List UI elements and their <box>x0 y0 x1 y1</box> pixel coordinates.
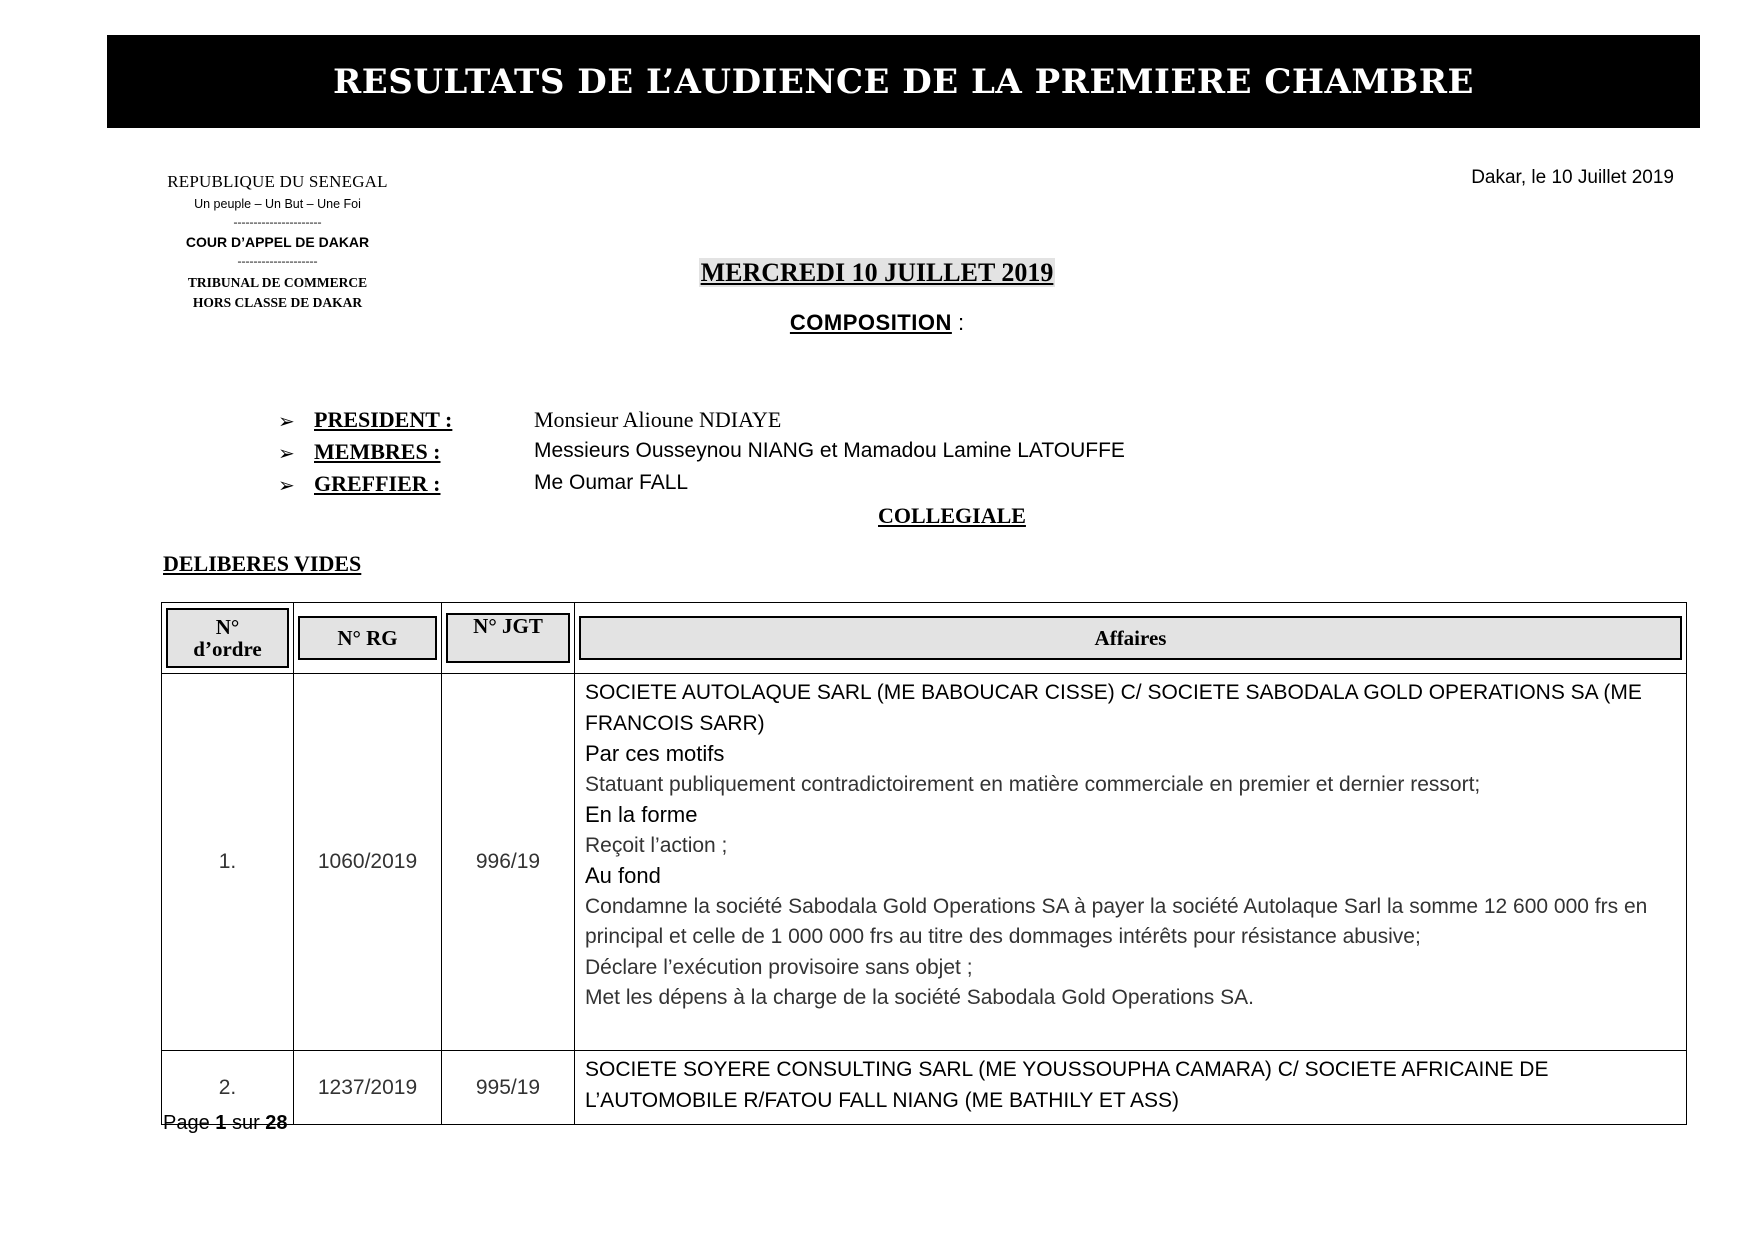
header-cell-jgt <box>442 603 575 674</box>
header-cell-affaires <box>575 603 1687 674</box>
header-ordre-line-2: d’ordre <box>193 637 262 661</box>
header-cell-ordre <box>162 603 294 674</box>
header-label-ordre <box>166 608 289 668</box>
deliberations-table <box>161 602 1687 1125</box>
member-label: GREFFIER : <box>314 471 441 496</box>
header-label-affaires: Affaires <box>579 616 1682 660</box>
case-parties: SOCIETE SOYERE CONSULTING SARL (ME YOUSSOUPHA CAMARA) C/ SOCIETE AFRICAINE DE L’AUTOMOBILE R/FATOU FALL NIANG (ME BATHILY ET ASS) <box>585 1058 1549 1112</box>
document-date: Dakar, le 10 Juillet 2019 <box>1471 167 1674 188</box>
motifs-text: Statuant publiquement contradictoirement en matière commerciale en premier et dernier ressort; <box>585 772 1481 796</box>
member-label: MEMBRES : <box>314 439 441 464</box>
composition-heading <box>0 310 1754 336</box>
banner-title: RESULTATS DE L’AUDIENCE DE LA PREMIERE CHAMBRE <box>333 61 1474 102</box>
court-name: COUR D’APPEL DE DAKAR <box>185 234 370 250</box>
authority-block <box>140 172 415 313</box>
collegiale-heading: COLLEGIALE <box>878 503 1026 528</box>
affaire-cell <box>575 674 1687 1051</box>
country-name: REPUBLIQUE DU SENEGAL <box>167 172 388 191</box>
member-label: PRESIDENT : <box>314 407 453 432</box>
tribunal-line-2: HORS CLASSE DE DAKAR <box>192 295 363 310</box>
fond-heading: Au fond <box>585 863 661 888</box>
page-prefix: Page <box>163 1112 216 1134</box>
header-banner <box>107 35 1700 128</box>
table-row <box>162 1051 1687 1125</box>
fond-text: Déclare l’exécution provisoire sans objet ; <box>585 955 973 979</box>
affaire-cell <box>575 1051 1687 1125</box>
member-row-membres <box>278 439 1278 471</box>
page-total: 28 <box>265 1112 288 1134</box>
forme-text: Reçoit l’action ; <box>585 833 728 857</box>
table-header-row <box>162 603 1687 674</box>
page-separator: sur <box>226 1112 266 1134</box>
case-parties: SOCIETE AUTOLAQUE SARL (ME BABOUCAR CISSE) C/ SOCIETE SABODALA GOLD OPERATIONS SA (ME FRANCOIS SARR) <box>585 681 1642 735</box>
header-label-jgt: N° JGT <box>446 613 570 663</box>
arrow-bullet-icon: ➢ <box>278 411 295 433</box>
separator-line: -------------------- <box>237 254 318 268</box>
member-value: Monsieur Alioune NDIAYE <box>534 407 782 432</box>
member-row-greffier <box>278 471 1278 503</box>
rg-cell: 1060/2019 <box>294 674 442 1051</box>
header-ordre-line-1: N° <box>215 615 240 639</box>
rg-cell: 1237/2019 <box>294 1051 442 1125</box>
separator-line: ---------------------- <box>233 215 322 229</box>
ordre-cell: 2. <box>162 1051 294 1125</box>
fond-text: Met les dépens à la charge de la société Sabodala Gold Operations SA. <box>585 986 1254 1009</box>
hearing-date: MERCREDI 10 JUILLET 2019 <box>700 258 1054 287</box>
motifs-heading: Par ces motifs <box>585 741 725 766</box>
page-footer <box>163 1112 288 1135</box>
member-value: Me Oumar FALL <box>534 471 689 494</box>
header-cell-rg <box>294 603 442 674</box>
header-label-rg: N° RG <box>298 616 437 660</box>
arrow-bullet-icon: ➢ <box>278 443 295 465</box>
ordre-cell: 1. <box>162 674 294 1051</box>
forme-heading: En la forme <box>585 802 698 827</box>
composition-label: COMPOSITION <box>789 310 952 335</box>
composition-list <box>278 407 1278 503</box>
member-row-president <box>278 407 1278 439</box>
hearing-date-block <box>0 258 1754 288</box>
tribunal-line-1: TRIBUNAL DE COMMERCE <box>187 275 368 290</box>
jgt-cell: 995/19 <box>442 1051 575 1125</box>
page-current: 1 <box>215 1112 227 1134</box>
fond-text: Condamne la société Sabodala Gold Operations SA à payer la société Autolaque Sarl la somme 12 600 000 frs en principal et celle de 1 000 000 frs au titre des dommages intérêts pour résistance abusive; <box>585 894 1648 948</box>
country-motto: Un peuple – Un But – Une Foi <box>194 197 361 211</box>
arrow-bullet-icon: ➢ <box>278 475 295 497</box>
table-row <box>162 674 1687 1051</box>
jgt-cell: 996/19 <box>442 674 575 1051</box>
member-value: Messieurs Ousseynou NIANG et Mamadou Lamine LATOUFFE <box>534 439 1125 462</box>
composition-suffix: : <box>951 310 965 335</box>
section-title: DELIBERES VIDES <box>163 551 362 576</box>
